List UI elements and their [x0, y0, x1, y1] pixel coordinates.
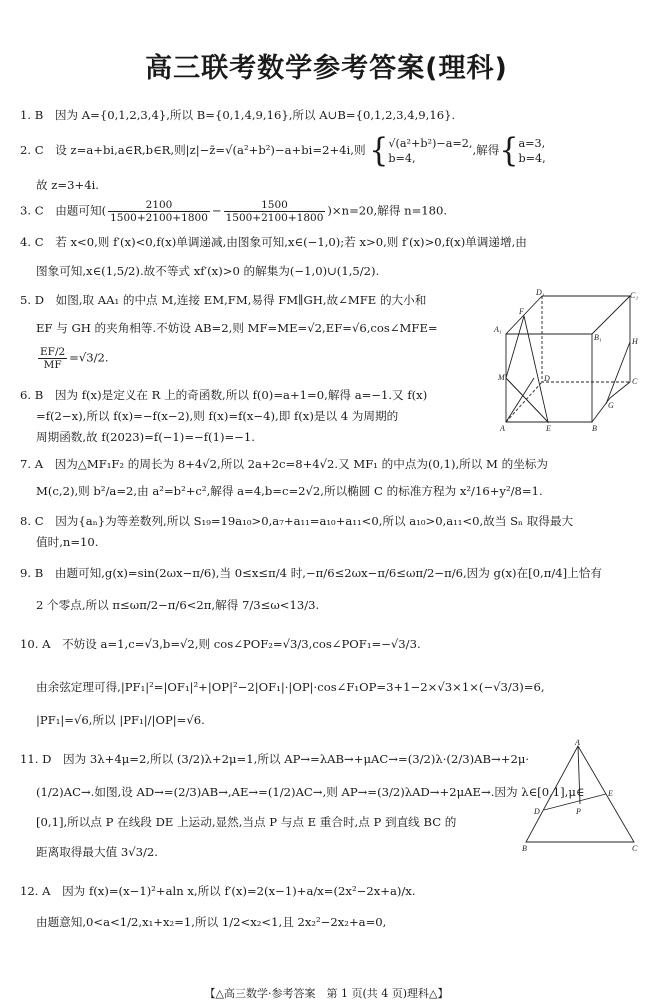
label-B1: B₁: [594, 333, 602, 342]
answer-q3: [20, 199, 447, 224]
q3-prefix: 3. C 由题可知(: [20, 203, 107, 218]
answer-q7-line1: 7. A 因为△MF₁F₂ 的周长为 8+4√2,所以 2a+2c=8+4√2.又 MF₁ 的中点为(0,1),所以 M 的坐标为: [20, 457, 548, 471]
label-A: A: [500, 424, 505, 433]
answer-q6-line2: =f(2−x),所以 f(x)=−f(x−2),则 f(x)=f(x−4),即 f(x)是以 4 为周期的: [36, 409, 399, 423]
cube-hidden-diag: [506, 382, 542, 422]
answer-q7-line2: M(c,2),则 b²/a=2,由 a²=b²+c²,解得 a=4,b=c=2√2,所以椭圆 C 的标准方程为 x²/16+y²/8=1.: [36, 484, 543, 498]
q2-solve: ,解得: [472, 143, 500, 157]
answer-q8-line1: 8. C 因为{aₙ}为等差数列,所以 S₁₉=19a₁₀>0,a₇+a₁₁=a₁₀+a₁₁<0,所以 a₁₀>0,a₁₁<0,故当 Sₙ 取得最大: [20, 514, 574, 528]
cube-back-edges: [542, 296, 630, 398]
answer-q12-line2: 由题意知,0<a<1/2,x₁+x₂=1,所以 1/2<x₂<1,且 2x₂²−2x₂+a=0,: [36, 915, 387, 929]
answer-q1: 1. B 因为 A={0,1,2,3,4},所以 B={0,1,4,9,16},所以 A∪B={0,1,2,3,4,9,16}.: [20, 108, 456, 122]
label-G: G: [608, 401, 614, 410]
answer-q8-line2: 值时,n=10.: [36, 535, 99, 549]
answer-q12-line1: 12. A 因为 f(x)=(x−1)²+aln x,所以 f′(x)=2(x−1)+a/x=(2x²−2x+a)/x.: [20, 884, 416, 898]
answer-q9-line2: 2 个零点,所以 π≤ωπ/2−π/6<2π,解得 7/3≤ω<13/3.: [36, 598, 320, 612]
segment-ae: [506, 378, 534, 422]
q3-frac1-num: 2100: [108, 199, 210, 212]
q2-solution: [518, 136, 545, 166]
label-D: D: [544, 374, 550, 383]
answer-q5-line3: [36, 346, 109, 371]
q3-frac1: [108, 199, 210, 224]
tri-label-P: P: [576, 807, 581, 816]
q5-frac-den: MF: [43, 359, 62, 371]
tri-label-D: D: [534, 807, 540, 816]
answer-q9-line1: 9. B 由题可知,g(x)=sin(2ωx−π/6),当 0≤x≤π/4 时,−π/6≤2ωx−π/6≤ωπ/2−π/6,因为 g(x)在[0,π/4]上恰有: [20, 566, 602, 580]
answer-q10-line2: 由余弦定理可得,|PF₁|²=|OF₁|²+|OP|²−2|OF₁|·|OP|·cos∠F₁OP=3+1−2×√3×1×(−√3/3)=6,: [36, 680, 545, 694]
triangle-figure: [518, 738, 643, 853]
segment-me: [506, 378, 548, 422]
q2-text: 2. C 设 z=a+bi,a∈R,b∈R,则|z|−z̄=√(a²+b²)−a+bi=2+4i,则: [20, 143, 366, 157]
label-E: E: [546, 424, 551, 433]
q5-frac: [38, 346, 67, 371]
tri-label-A: A: [575, 738, 580, 747]
label-M: M: [498, 373, 505, 382]
label-C: C: [632, 377, 638, 386]
label-B: B: [592, 424, 597, 433]
answer-q5-line1: 5. D 如图,取 AA₁ 的中点 M,连接 EM,FM,易得 FM∥GH,故∠MFE 的大小和: [20, 293, 427, 307]
q2-conclusion: 故 z=3+4i.: [36, 178, 99, 192]
q2-brace2: {: [499, 131, 519, 170]
answer-q11-line2: (1/2)AC→.如图,设 AD→=(2/3)AB→,AE→=(1/2)AC→,则 AP→=(3/2)λAD→+2μAE→.因为 λ∈[0,1],μ∈: [36, 785, 585, 799]
q2-sol2: b=4,: [518, 152, 546, 165]
answer-q10-line1: 10. A 不妨设 a=1,c=√3,b=√2,则 cos∠POF₂=√3/3,cos∠POF₁=−√3/3.: [20, 637, 421, 651]
cube-figure: [492, 286, 642, 436]
q5-result: =√3/2.: [69, 350, 109, 365]
answer-q4-line1: 4. C 若 x<0,则 f′(x)<0,f(x)单调递减,由图象可知,x∈(−1,0);若 x>0,则 f′(x)>0,f(x)单调递增,由: [20, 235, 527, 249]
label-H: H: [632, 337, 638, 346]
answer-q11-line1: 11. D 因为 3λ+4μ=2,所以 (3/2)λ+2μ=1,所以 AP→=λAB→+μAC→=(3/2)λ·(2/3)AB→+2μ·: [20, 752, 530, 766]
q2-brace: {: [369, 131, 389, 170]
answer-q5-line2: EF 与 GH 的夹角相等.不妨设 AB=2,则 MF=ME=√2,EF=√6,cos∠MFE=: [36, 321, 438, 335]
answer-q11-line3: [0,1],所以点 P 在线段 DE 上运动,显然,当点 P 与点 E 重合时,点 P 到直线 BC 的: [36, 815, 457, 829]
segment-gh: [606, 342, 630, 404]
q2-system: [388, 136, 472, 166]
segment-ap: [578, 746, 580, 804]
answer-q6-line3: 周期函数,故 f(2023)=f(−1)=−f(1)=−1.: [36, 430, 255, 444]
q3-frac1-den: 1500+2100+1800: [110, 212, 208, 224]
q3-minus: −: [211, 203, 222, 218]
label-C1: C₁: [630, 291, 639, 300]
answer-q2: [20, 131, 546, 170]
answer-q10-line3: |PF₁|=√6,所以 |PF₁|/|OP|=√6.: [36, 713, 205, 727]
q3-frac2-num: 1500: [224, 199, 326, 212]
q2-eq1: √(a²+b²)−a=2,: [388, 137, 473, 150]
label-A1: A₁: [494, 325, 502, 334]
q2-sol1: a=3,: [518, 137, 546, 150]
q2-eq2: b=4,: [388, 152, 416, 165]
q3-frac2: [224, 199, 326, 224]
answer-q6-line1: 6. B 因为 f(x)是定义在 R 上的奇函数,所以 f(0)=a+1=0,解得 a=−1.又 f(x): [20, 388, 428, 402]
answer-q11-line4: 距离取得最大值 3√3/2.: [36, 845, 158, 859]
label-F: F: [519, 307, 524, 316]
q5-frac-num: EF/2: [40, 346, 66, 358]
page-footer: 【△高三数学·参考答案 第 1 页(共 4 页)理科△】: [204, 987, 449, 1000]
tri-label-B: B: [522, 844, 527, 853]
segment-de: [544, 794, 606, 810]
page-title: 高三联考数学参考答案(理科): [145, 53, 508, 84]
q3-suffix: )×n=20,解得 n=180.: [327, 203, 448, 218]
answer-q4-line2: 图象可知,x∈(1,5/2).故不等式 xf′(x)>0 的解集为(−1,0)∪(1,5/2).: [36, 264, 380, 278]
label-D1: D₁: [536, 288, 545, 297]
q3-frac2-den: 1500+2100+1800: [225, 212, 324, 224]
tri-label-C: C: [632, 844, 638, 853]
tri-label-E: E: [608, 789, 613, 798]
